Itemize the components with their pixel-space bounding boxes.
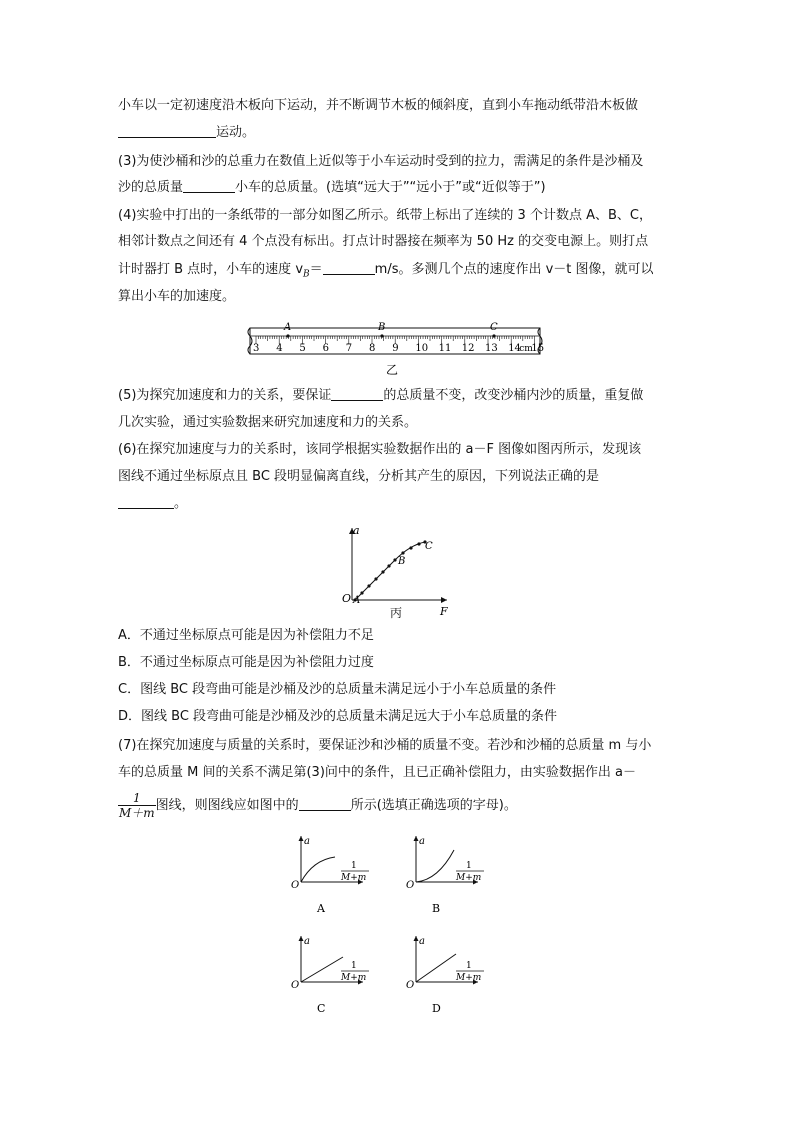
data-point — [417, 542, 420, 545]
point-c-label: C — [425, 541, 433, 552]
ruler-point-label: B — [378, 322, 386, 333]
q3-before: 沙的总质量 — [118, 180, 184, 195]
fraction-num: 1 — [466, 861, 472, 871]
y-axis-label: a — [304, 836, 310, 847]
ruler-tick-label: 3 — [253, 343, 260, 354]
graph-bing-caption: 丙 — [390, 606, 403, 620]
fraction-1-over-m — [118, 791, 156, 820]
y-axis-label: a — [419, 836, 425, 847]
q6-end: 。 — [174, 496, 188, 511]
y-axis-label: a — [304, 936, 310, 947]
question-6-line-3 — [118, 491, 678, 517]
option-graph-d — [398, 930, 508, 1020]
data-point — [393, 558, 396, 561]
question-6-line-2: 图线不通过坐标原点且 BC 段明显偏离直线，分析其产生的原因，下列说法正确的是 — [118, 469, 600, 484]
fraction-den: M+m — [341, 973, 367, 983]
ruler-tick-label: 5 — [299, 343, 306, 354]
data-point — [360, 591, 363, 594]
graph-curve — [301, 957, 343, 982]
fraction-den: M+m — [456, 973, 482, 983]
question-4-line-4: 算出小车的加速度。 — [118, 289, 236, 304]
ruler-tick-label: 13 — [485, 343, 498, 354]
origin-label: O — [406, 980, 415, 991]
question-3-line-1: (3)为使沙桶和沙的总重力在数值上近似等于小车运动时受到的拉力，需满足的条件是沙桶及 — [118, 154, 644, 169]
data-point — [381, 570, 384, 573]
q4-after: m/s。多测几个点的速度作出 v－t 图像，就可以 — [374, 262, 654, 277]
question-4-line-2: 相邻计数点之间还有 4 个点没有标出。打点计时器接在频率为 50 Hz 的交变电源上。则打点 — [118, 234, 649, 249]
option-graph-letter: A — [317, 902, 325, 915]
answer-blank-1[interactable] — [118, 123, 216, 138]
fraction-den: M+m — [341, 873, 367, 883]
graph-curve — [416, 850, 454, 882]
option-d[interactable]: D．图线 BC 段弯曲可能是沙桶及沙的总质量未满足远大于小车总质量的条件 — [118, 709, 558, 724]
y-axis-label: a — [353, 524, 360, 537]
option-graph-a — [283, 830, 393, 920]
graph-curve — [416, 954, 456, 982]
q5-before: (5)为探究加速度和力的关系，要保证 — [118, 388, 332, 403]
q7-end: 所示(选填正确选项的字母)。 — [350, 798, 517, 813]
option-b[interactable]: B．不通过坐标原点可能是因为补偿阻力过度 — [118, 655, 374, 670]
q3-after: 小车的总质量。(选填“远大于”“远小于”或“近似等于”) — [235, 180, 546, 195]
option-graph-letter: D — [432, 1002, 441, 1015]
ruler-point-c — [492, 334, 495, 337]
data-point — [409, 546, 412, 549]
fraction-num: 1 — [133, 791, 141, 805]
answer-blank-5[interactable] — [118, 494, 174, 509]
point-a-label: A — [353, 595, 361, 606]
answer-blank-3[interactable] — [323, 260, 375, 275]
question-7-line-3 — [118, 790, 678, 822]
ruler-tick-label: 10 — [415, 343, 429, 354]
ruler-point-label: C — [490, 322, 498, 333]
question-4-line-3 — [118, 257, 678, 288]
origin-label: O — [291, 880, 300, 891]
ruler-tick-label: 6 — [322, 343, 329, 354]
question-7-line-2: 车的总质量 M 间的关系不满足第(3)问中的条件，且已正确补偿阻力，由实验数据作出 a－ — [118, 765, 636, 780]
fraction-den: M+m — [456, 873, 482, 883]
q4-eq: ＝ — [309, 262, 323, 277]
fraction-num: 1 — [351, 861, 357, 871]
x-axis-arrow — [441, 597, 447, 603]
q5-after: 的总质量不变，改变沙桶内沙的质量，重复做 — [383, 388, 644, 403]
fraction-den: M＋m — [119, 806, 155, 820]
data-point — [401, 551, 404, 554]
text-line-1: 小车以一定初速度沿木板向下运动，并不断调节木板的倾斜度，直到小车拖动纸带沿木板做 — [118, 98, 639, 113]
question-5-line-1 — [118, 383, 678, 409]
origin-label: O — [291, 980, 300, 991]
answer-blank-2[interactable] — [183, 178, 235, 193]
x-axis-label: F — [440, 605, 448, 618]
origin-label: O — [342, 592, 352, 605]
option-c[interactable]: C．图线 BC 段弯曲可能是沙桶及沙的总质量未满足远小于小车总质量的条件 — [118, 682, 557, 697]
question-4-line-1: (4)实验中打出的一条纸带的一部分如图乙所示。纸带上标出了连续的 3 个计数点 A、B、C， — [118, 208, 652, 223]
option-graph-c — [283, 930, 393, 1020]
y-axis-arrow — [414, 836, 419, 841]
ruler-point-label: A — [284, 322, 292, 333]
ruler-tick-label: 15 — [531, 343, 545, 354]
question-6-line-1: (6)在探究加速度与力的关系时，该同学根据实验数据作出的 a－F 图像如图丙所示，发现该 — [118, 442, 642, 457]
data-point — [387, 564, 390, 567]
point-b-label: B — [398, 556, 406, 567]
origin-label: O — [406, 880, 415, 891]
option-graph-letter: B — [432, 902, 441, 915]
line-2-text: 运动。 — [216, 125, 256, 140]
ruler-figure — [244, 318, 546, 378]
q7-mid: 图线，则图线应如图中的 — [155, 798, 299, 813]
option-graph-letter: C — [317, 1002, 326, 1015]
ruler-tick-label: 8 — [369, 343, 376, 354]
y-axis-arrow — [299, 836, 304, 841]
ruler-tick-label: 11 — [438, 343, 452, 354]
ruler-tick-label: 7 — [345, 343, 353, 354]
ruler-caption: 乙 — [386, 363, 399, 377]
ruler-tick-label: 12 — [461, 343, 475, 354]
q4-subscript: B — [303, 269, 310, 280]
answer-blank-6[interactable] — [299, 796, 351, 811]
fraction-num: 1 — [466, 961, 472, 971]
ruler-tick-label: 4 — [276, 343, 283, 354]
data-point — [374, 577, 377, 580]
ruler-point-a — [286, 334, 289, 337]
graph-curve — [301, 857, 335, 882]
y-axis-arrow — [299, 936, 304, 941]
ruler-tick-label: 14 — [508, 343, 521, 354]
fraction-num: 1 — [351, 961, 357, 971]
question-5-line-2: 几次实验，通过实验数据来研究加速度和力的关系。 — [118, 415, 418, 430]
text-line-2 — [118, 120, 678, 146]
ruler-tick-label: 9 — [392, 343, 399, 354]
ruler-unit-label: cm — [519, 344, 533, 354]
y-axis-arrow — [414, 936, 419, 941]
ruler-point-b — [380, 334, 383, 337]
answer-blank-4[interactable] — [331, 386, 383, 401]
option-a[interactable]: A．不通过坐标原点可能是因为补偿阻力不足 — [118, 628, 374, 643]
q4-before: 计时器打 B 点时，小车的速度 v — [118, 262, 304, 277]
question-3-line-2 — [118, 175, 678, 201]
data-point — [367, 584, 370, 587]
question-7-line-1: (7)在探究加速度与质量的关系时，要保证沙和沙桶的质量不变。若沙和沙桶的总质量 m 与小 — [118, 738, 652, 753]
a-f-curve — [355, 542, 425, 600]
option-graph-b — [398, 830, 508, 920]
y-axis-label: a — [419, 936, 425, 947]
